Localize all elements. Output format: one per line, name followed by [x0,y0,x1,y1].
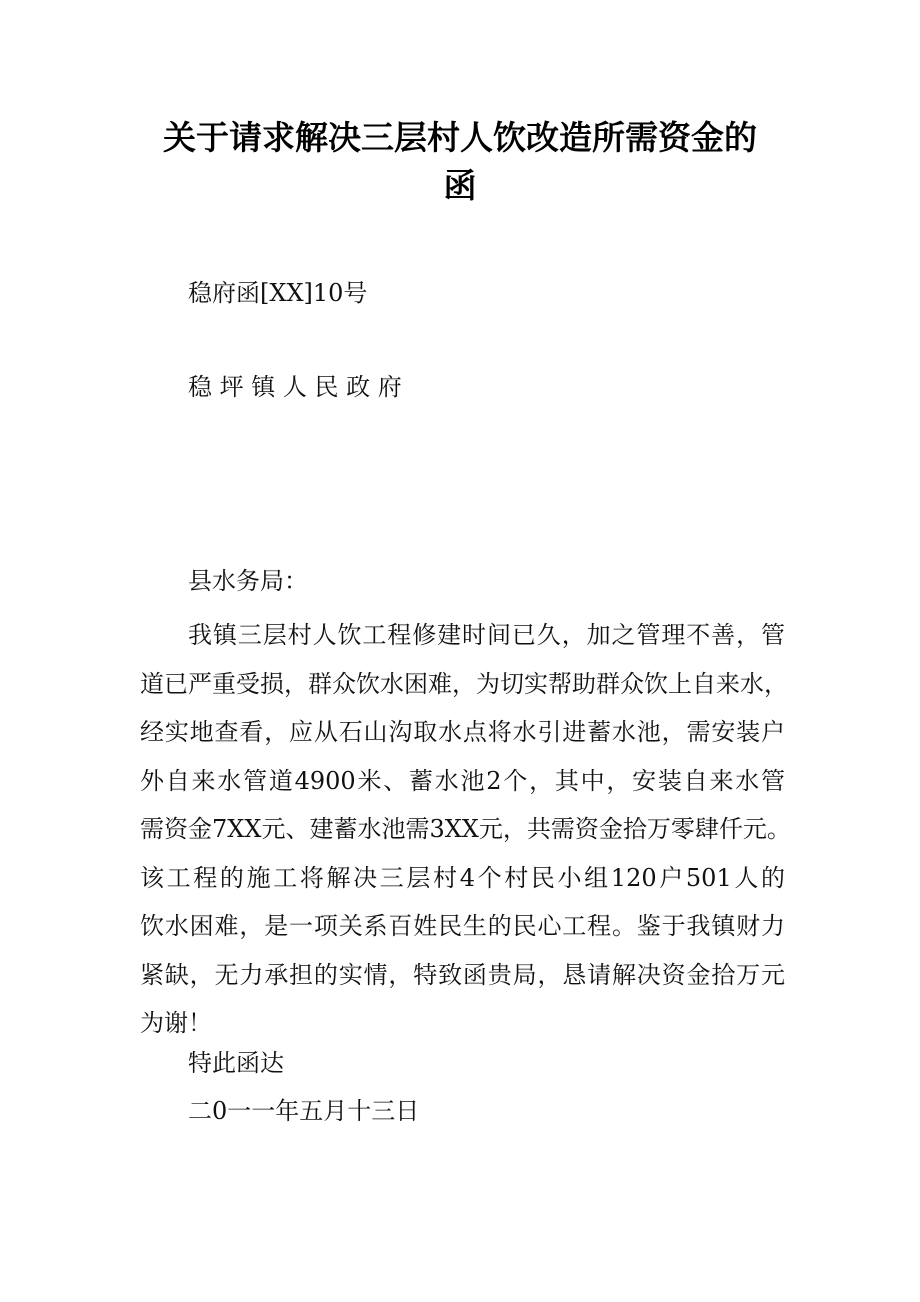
body-line: 饮水困难，是一项关系百姓民生的民心工程。鉴于我镇财力 [140,912,785,940]
document-title-line-1: 关于请求解决三层村人饮改造所需资金的 [163,118,757,157]
issuer-name: 稳 坪 镇 人 民 政 府 [188,373,402,401]
recipient-salutation: 县水务局： [188,567,308,595]
body-line: 为谢！ [140,1009,212,1037]
document-title-line-2: 函 [443,166,477,205]
body-line: 需资金7XX元、建蓄水池需3XX元，共需资金拾万零肆仟元。 [140,815,791,843]
document-number: 稳府函[XX]10号 [188,279,368,307]
body-line: 该工程的施工将解决三层村4个村民小组120户501人的 [140,863,785,892]
document-date: 二0一一年五月十三日 [188,1097,420,1125]
body-line: 道已严重受损，群众饮水困难，为切实帮助群众饮上自来水， [140,669,788,698]
body-line: 外自来水管道4900米、蓄水池2个，其中，安装自来水管 [140,766,785,795]
body-line: 我镇三层村人饮工程修建时间已久，加之管理不善，管 [188,621,785,649]
body-line: 紧缺，无力承担的实情，特致函贵局，恳请解决资金拾万元 [140,960,785,989]
letter-body [140,611,791,1048]
body-line: 经实地查看，应从石山沟取水点将水引进蓄水池，需安装户 [140,718,785,746]
closing-remark: 特此函达 [188,1049,284,1077]
